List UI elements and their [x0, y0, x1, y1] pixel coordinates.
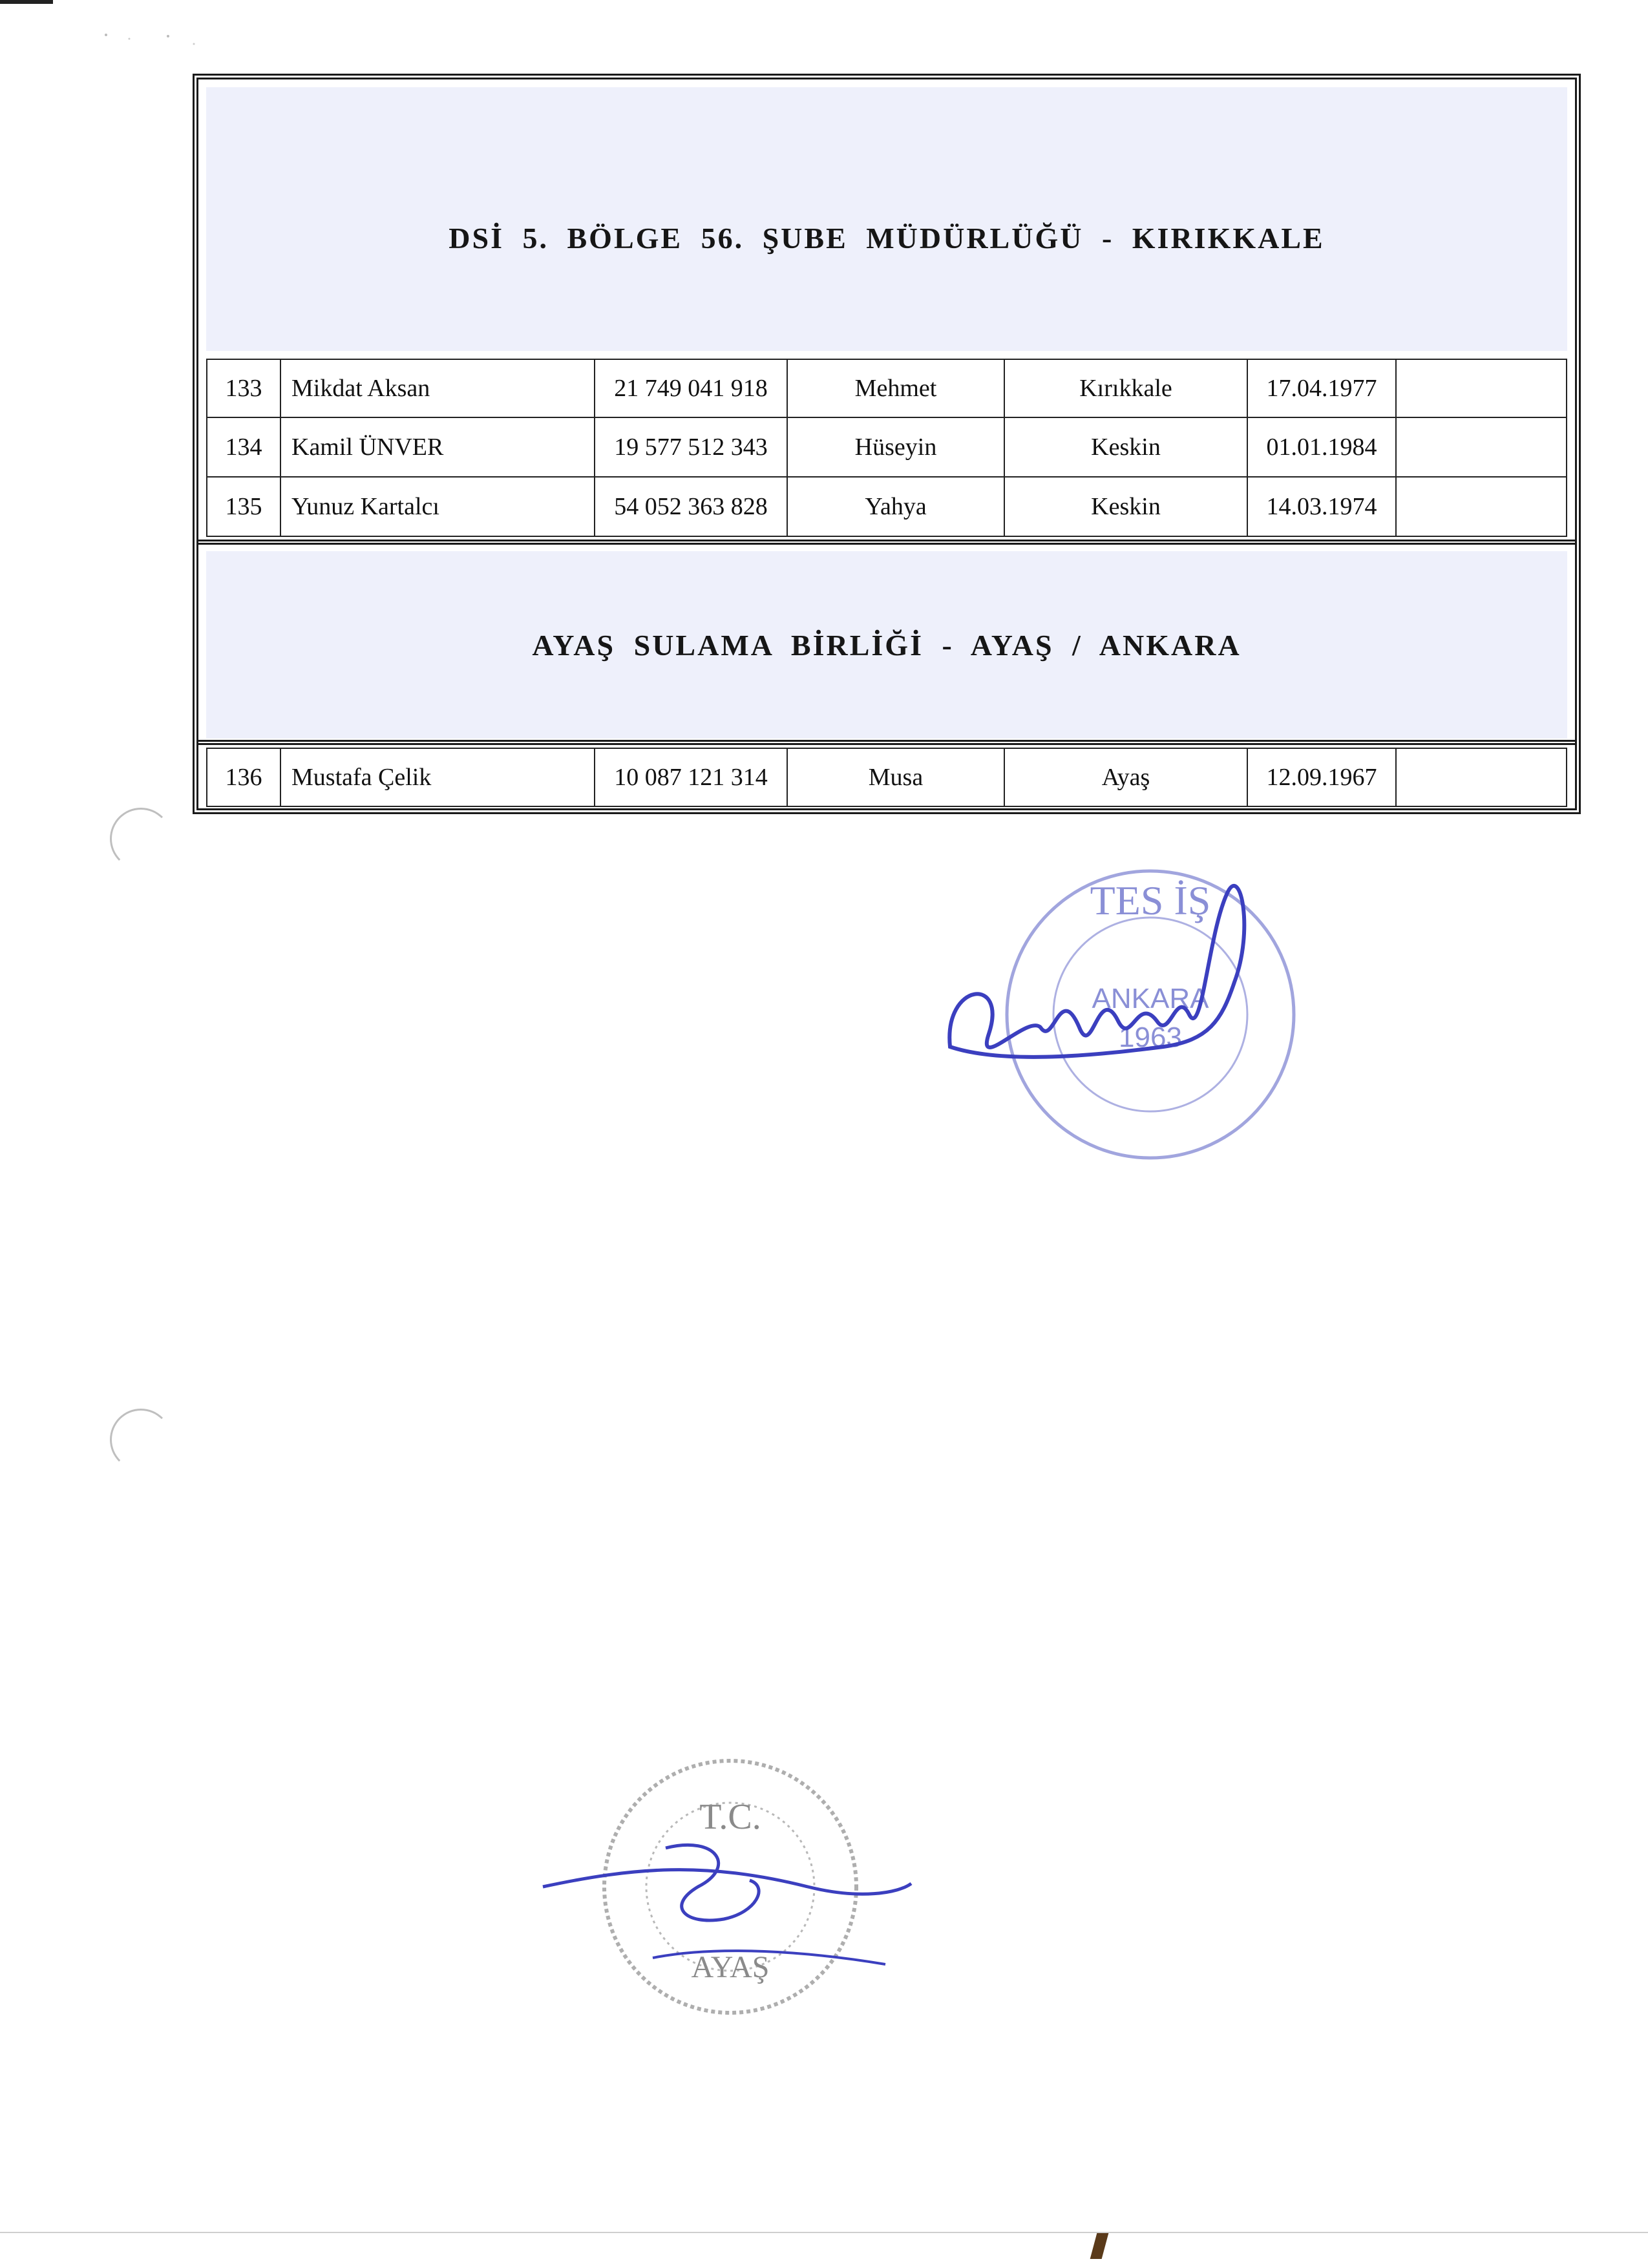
cell-empty: [1395, 418, 1567, 476]
seal-top-text: TES İŞ: [1090, 877, 1211, 923]
section-rows-kirikkale: [206, 359, 1567, 537]
cell-empty: [1395, 360, 1567, 417]
cell-id-number: 21 749 041 918: [594, 360, 787, 417]
punch-hole-mark: [110, 808, 172, 870]
table-row: [206, 478, 1567, 537]
scan-bottom-mark: [1090, 2233, 1109, 2259]
table-row: [206, 418, 1567, 478]
punch-hole-mark: [110, 1409, 172, 1471]
section-title: DSİ 5. BÖLGE 56. ŞUBE MÜDÜRLÜĞÜ - KIRIKKALE: [449, 221, 1325, 255]
cell-birthdate: 14.03.1974: [1247, 478, 1395, 536]
scan-corner-mark: [0, 0, 53, 4]
seal-city-text: ANKARA: [1092, 983, 1209, 1014]
cell-no: 136: [206, 749, 280, 806]
cell-empty: [1395, 749, 1567, 806]
section-header-ayas: [206, 551, 1567, 739]
section-rows-ayas: [206, 748, 1567, 807]
seal-top-text: T.C.: [699, 1797, 761, 1837]
state-seal-stamp: [536, 1758, 924, 2029]
cell-id-number: 54 052 363 828: [594, 478, 787, 536]
cell-birthplace: Keskin: [1004, 418, 1247, 476]
table-row: [206, 748, 1567, 807]
scan-specks: [103, 30, 213, 49]
personnel-table: [193, 74, 1581, 814]
cell-no: 135: [206, 478, 280, 536]
section-divider: [198, 540, 1575, 545]
cell-birthplace: Keskin: [1004, 478, 1247, 536]
section-title: AYAŞ SULAMA BİRLİĞİ - AYAŞ / ANKARA: [532, 628, 1241, 662]
cell-id-number: 19 577 512 343: [594, 418, 787, 476]
cell-id-number: 10 087 121 314: [594, 749, 787, 806]
union-seal-stamp: [931, 853, 1318, 1189]
cell-father-name: Yahya: [787, 478, 1004, 536]
section-divider: [198, 740, 1575, 745]
seal-year-text: 1963: [1119, 1022, 1182, 1053]
cell-name: Mustafa Çelik: [280, 749, 594, 806]
cell-father-name: Musa: [787, 749, 1004, 806]
cell-birthplace: Kırıkkale: [1004, 360, 1247, 417]
cell-birthdate: 17.04.1977: [1247, 360, 1395, 417]
scan-bottom-line: [0, 2232, 1648, 2233]
cell-birthplace: Ayaş: [1004, 749, 1247, 806]
cell-no: 133: [206, 360, 280, 417]
cell-father-name: Mehmet: [787, 360, 1004, 417]
cell-father-name: Hüseyin: [787, 418, 1004, 476]
cell-birthdate: 01.01.1984: [1247, 418, 1395, 476]
cell-no: 134: [206, 418, 280, 476]
section-header-kirikkale: [206, 87, 1567, 351]
cell-birthdate: 12.09.1967: [1247, 749, 1395, 806]
cell-name: Kamil ÜNVER: [280, 418, 594, 476]
table-row: [206, 359, 1567, 418]
cell-name: Yunuz Kartalcı: [280, 478, 594, 536]
cell-name: Mikdat Aksan: [280, 360, 594, 417]
cell-empty: [1395, 478, 1567, 536]
seal-bottom-text: AYAŞ: [691, 1950, 770, 1984]
